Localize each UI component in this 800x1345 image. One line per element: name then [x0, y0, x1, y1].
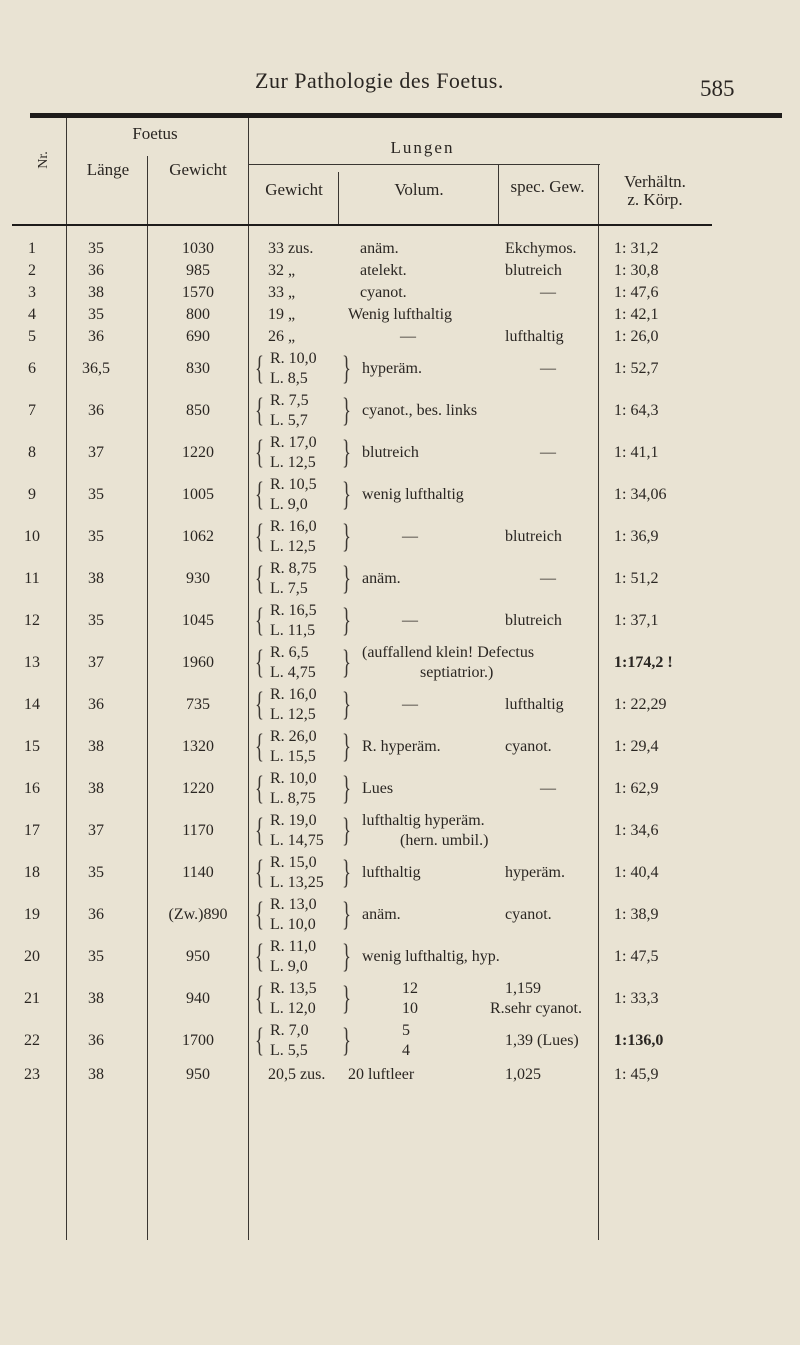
volum-note: 10: [402, 1000, 418, 1017]
page-header: [0, 68, 800, 102]
foetus-laenge: 35: [88, 864, 104, 881]
volum-brace: }: [342, 686, 351, 723]
lung-weight: 33 zus.: [268, 240, 314, 257]
foetus-gewicht: 1320: [182, 738, 214, 755]
foetus-laenge: 35: [88, 240, 104, 257]
verhaeltnis: 1: 64,3: [614, 402, 659, 419]
lung-brace: {: [255, 434, 264, 471]
volum-brace: }: [342, 434, 351, 471]
row-number: 23: [24, 1066, 40, 1083]
spec-gew: 1,39 (Lues): [505, 1032, 579, 1049]
row-number: 20: [24, 948, 40, 965]
volum: wenig lufthaltig, hyp.: [362, 948, 500, 965]
page-number: 585: [700, 76, 735, 101]
spec-gew: —: [540, 360, 556, 377]
foetus-gewicht: 1170: [182, 822, 214, 839]
lung-right: R. 26,0: [270, 728, 317, 745]
volum: Lues: [362, 780, 394, 797]
grid-line: [12, 224, 712, 226]
verhaeltnis: 1: 51,2: [614, 570, 659, 587]
col-header-koerp: z. Körp.: [627, 190, 683, 209]
lung-right: R. 6,5: [270, 644, 309, 661]
volum: 20 luftleer: [348, 1066, 415, 1083]
row-number: 21: [24, 990, 40, 1007]
foetus-gewicht: 1030: [182, 240, 214, 257]
foetus-laenge: 35: [88, 306, 104, 323]
foetus-gewicht: 1700: [182, 1032, 214, 1049]
lung-right: R. 10,0: [270, 350, 317, 367]
foetus-gewicht: 690: [186, 328, 210, 345]
spec-gew: lufthaltig: [505, 328, 564, 345]
foetus-laenge: 36: [88, 906, 104, 923]
foetus-laenge: 38: [88, 780, 104, 797]
foetus-laenge: 36: [88, 696, 104, 713]
volum-brace: }: [342, 812, 351, 849]
lung-right: R. 11,0: [270, 938, 317, 955]
foetus-laenge: 35: [88, 948, 104, 965]
foetus-gewicht: 1140: [182, 864, 214, 881]
lung-left: L. 7,5: [270, 580, 308, 597]
row-number: 16: [24, 780, 40, 797]
lung-right: R. 16,0: [270, 518, 317, 535]
foetus-gewicht: (Zw.)890: [168, 906, 228, 923]
lung-left: L. 12,5: [270, 706, 316, 723]
foetus-gewicht: 735: [186, 696, 210, 713]
lung-brace: {: [255, 518, 264, 555]
lung-right: R. 16,5: [270, 602, 317, 619]
volum-brace: }: [342, 350, 351, 387]
foetus-gewicht: 1960: [182, 654, 214, 671]
volum: —: [402, 612, 418, 629]
volum: wenig lufthaltig: [362, 486, 464, 503]
lung-brace: {: [255, 812, 264, 849]
row-number: 12: [24, 612, 40, 629]
foetus-laenge: 38: [88, 738, 104, 755]
volum-brace: }: [342, 1022, 351, 1059]
verhaeltnis: 1: 40,4: [614, 864, 659, 881]
lung-right: R. 8,75: [270, 560, 317, 577]
lung-brace: {: [255, 686, 264, 723]
foetus-gewicht: 1062: [182, 528, 214, 545]
foetus-laenge: 35: [88, 486, 104, 503]
volum-brace: }: [342, 518, 351, 555]
volum: Wenig lufthaltig: [348, 306, 453, 323]
lung-brace: {: [255, 392, 264, 429]
spec-gew: Ekchymos.: [505, 240, 577, 257]
foetus-gewicht: 1220: [182, 444, 214, 461]
grid-line: [248, 118, 249, 1240]
lung-brace: {: [255, 1022, 264, 1059]
foetus-gewicht: 850: [186, 402, 210, 419]
foetus-gewicht: 950: [186, 948, 210, 965]
foetus-laenge: 36: [88, 262, 104, 279]
verhaeltnis: 1: 34,6: [614, 822, 659, 839]
col-header-gewicht: Gewicht: [169, 160, 227, 179]
foetus-laenge: 36: [88, 328, 104, 345]
row-number: 1: [28, 240, 36, 257]
foetus-laenge: 38: [88, 570, 104, 587]
spec-gew: —: [540, 570, 556, 587]
lung-right: R. 7,0: [270, 1022, 309, 1039]
row-number: 17: [24, 822, 40, 839]
volum: anäm.: [362, 906, 401, 923]
foetus-laenge: 37: [88, 822, 104, 839]
volum: anäm.: [362, 570, 401, 587]
lung-right: R. 16,0: [270, 686, 317, 703]
volum-brace: }: [342, 476, 351, 513]
volum-note: (hern. umbil.): [400, 832, 489, 849]
foetus-laenge: 38: [88, 284, 104, 301]
spec-gew: cyanot.: [505, 906, 552, 923]
row-number: 2: [28, 262, 36, 279]
lung-left: L. 12,0: [270, 1000, 316, 1017]
col-header-lungen-gewicht: Gewicht: [265, 180, 323, 199]
row-number: 7: [28, 402, 36, 419]
spec-gew: —: [540, 780, 556, 797]
lung-left: L. 15,5: [270, 748, 316, 765]
volum-brace: }: [342, 896, 351, 933]
lung-left: L. 10,0: [270, 916, 316, 933]
verhaeltnis: 1: 47,5: [614, 948, 659, 965]
col-header-laenge: Länge: [86, 160, 130, 179]
volum-brace: }: [342, 728, 351, 765]
lung-brace: {: [255, 350, 264, 387]
spec-gew: blutreich: [505, 612, 562, 629]
verhaeltnis: 1: 33,3: [614, 990, 659, 1007]
volum: lufthaltig: [362, 864, 421, 881]
foetus-gewicht: 1005: [182, 486, 214, 503]
volum-brace: }: [342, 644, 351, 681]
lung-left: L. 5,7: [270, 412, 308, 429]
lung-weight: 32 „: [268, 262, 296, 279]
volum: anäm.: [360, 240, 399, 257]
foetus-gewicht: 1045: [182, 612, 214, 629]
lung-left: L. 14,75: [270, 832, 324, 849]
foetus-gewicht: 830: [186, 360, 210, 377]
lung-left: L. 12,5: [270, 538, 316, 555]
lung-left: L. 5,5: [270, 1042, 308, 1059]
col-header-lungen: Lungen: [390, 138, 455, 157]
col-header-verhaeltn: Verhältn.: [624, 172, 686, 191]
foetus-laenge: 36,5: [82, 360, 110, 377]
volum-brace: }: [342, 770, 351, 807]
row-number: 13: [24, 654, 40, 671]
foetus-laenge: 37: [88, 654, 104, 671]
volum-note: 4: [402, 1042, 410, 1059]
lung-brace: {: [255, 560, 264, 597]
volum: (auffallend klein! Defectus: [362, 644, 535, 661]
foetus-laenge: 38: [88, 990, 104, 1007]
lung-brace: {: [255, 602, 264, 639]
spec-gew: lufthaltig: [505, 696, 564, 713]
col-header-spec: spec. Gew.: [510, 177, 585, 196]
lung-left: L. 13,25: [270, 874, 324, 891]
lung-right: R. 17,0: [270, 434, 317, 451]
foetus-gewicht: 930: [186, 570, 210, 587]
lung-left: L. 11,5: [270, 622, 316, 639]
row-number: 9: [28, 486, 36, 503]
volum: —: [402, 528, 418, 545]
lung-weight: 20,5 zus.: [268, 1066, 326, 1083]
foetus-gewicht: 1220: [182, 780, 214, 797]
spec-gew: blutreich: [505, 262, 562, 279]
lung-right: R. 10,0: [270, 770, 317, 787]
row-number: 18: [24, 864, 40, 881]
row-number: 10: [24, 528, 40, 545]
spec-gew: 1,025: [505, 1066, 541, 1083]
foetus-gewicht: 1570: [182, 284, 214, 301]
volum: R. hyperäm.: [362, 738, 441, 755]
lung-brace: {: [255, 728, 264, 765]
volum-brace: }: [342, 560, 351, 597]
lung-right: R. 15,0: [270, 854, 317, 871]
lung-weight: 19 „: [268, 306, 296, 323]
row-number: 3: [28, 284, 36, 301]
verhaeltnis: 1: 52,7: [614, 360, 659, 377]
volum: cyanot.: [360, 284, 407, 301]
spec-gew: 1,159: [505, 980, 541, 997]
grid-line: [498, 164, 499, 224]
col-header-nr: Nr.: [36, 151, 51, 169]
lung-right: R. 13,5: [270, 980, 317, 997]
verhaeltnis: 1: 37,1: [614, 612, 659, 629]
row-number: 14: [24, 696, 40, 713]
foetus-laenge: 37: [88, 444, 104, 461]
grid-line: [598, 164, 599, 1240]
verhaeltnis: 1: 30,8: [614, 262, 659, 279]
volum: 12: [402, 980, 418, 997]
lung-right: R. 13,0: [270, 896, 317, 913]
lung-weight: 26 „: [268, 328, 296, 345]
grid-line: [248, 164, 600, 165]
verhaeltnis: 1: 38,9: [614, 906, 659, 923]
foetus-laenge: 36: [88, 402, 104, 419]
lung-brace: {: [255, 476, 264, 513]
lung-left: L. 12,5: [270, 454, 316, 471]
foetus-laenge: 36: [88, 1032, 104, 1049]
lung-brace: {: [255, 644, 264, 681]
foetus-laenge: 35: [88, 612, 104, 629]
lung-left: L. 9,0: [270, 496, 308, 513]
verhaeltnis: 1: 47,6: [614, 284, 659, 301]
volum: cyanot., bes. links: [362, 402, 478, 419]
spec-gew: cyanot.: [505, 738, 552, 755]
row-number: 11: [24, 570, 40, 587]
verhaeltnis: 1: 31,2: [614, 240, 659, 257]
top-rule: [30, 113, 782, 118]
spec-gew: —: [540, 444, 556, 461]
foetus-laenge: 38: [88, 1066, 104, 1083]
lung-brace: {: [255, 980, 264, 1017]
running-title: Zur Pathologie des Foetus.: [255, 68, 504, 93]
lung-brace: {: [255, 854, 264, 891]
verhaeltnis: 1: 26,0: [614, 328, 659, 345]
lung-right: R. 19,0: [270, 812, 317, 829]
spec-gew: hyperäm.: [505, 864, 565, 881]
lung-left: L. 9,0: [270, 958, 308, 975]
volum: 5: [402, 1022, 410, 1039]
verhaeltnis: 1: 45,9: [614, 1066, 659, 1083]
spec-gew: blutreich: [505, 528, 562, 545]
verhaeltnis: 1: 62,9: [614, 780, 659, 797]
verhaeltnis: 1: 41,1: [614, 444, 659, 461]
volum-brace: }: [342, 602, 351, 639]
volum-brace: }: [342, 938, 351, 975]
lung-brace: {: [255, 938, 264, 975]
volum-brace: }: [342, 980, 351, 1017]
volum: blutreich: [362, 444, 419, 461]
lung-left: L. 8,5: [270, 370, 308, 387]
row-number: 4: [28, 306, 36, 323]
foetus-gewicht: 985: [186, 262, 210, 279]
volum-note: septiatrior.): [420, 664, 494, 681]
verhaeltnis: 1: 36,9: [614, 528, 659, 545]
spec-gew-note: R.sehr cyanot.: [490, 1000, 582, 1017]
row-number: 6: [28, 360, 36, 377]
volum-brace: }: [342, 854, 351, 891]
foetus-gewicht: 950: [186, 1066, 210, 1083]
volum: atelekt.: [360, 262, 407, 279]
foetus-gewicht: 940: [186, 990, 210, 1007]
spec-gew: —: [540, 284, 556, 301]
verhaeltnis: 1: 34,06: [614, 486, 667, 503]
lung-brace: {: [255, 896, 264, 933]
row-number: 22: [24, 1032, 40, 1049]
lung-left: L. 4,75: [270, 664, 316, 681]
verhaeltnis: 1:174,2 !: [614, 654, 673, 671]
row-number: 15: [24, 738, 40, 755]
verhaeltnis: 1: 42,1: [614, 306, 659, 323]
volum: lufthaltig hyperäm.: [362, 812, 485, 829]
lung-left: L. 8,75: [270, 790, 316, 807]
row-number: 19: [24, 906, 40, 923]
lung-brace: {: [255, 770, 264, 807]
foetus-laenge: 35: [88, 528, 104, 545]
row-number: 5: [28, 328, 36, 345]
lung-weight: 33 „: [268, 284, 296, 301]
row-number: 8: [28, 444, 36, 461]
col-header-volum: Volum.: [394, 180, 444, 199]
volum: hyperäm.: [362, 360, 422, 377]
grid-line: [338, 172, 339, 224]
verhaeltnis: 1: 29,4: [614, 738, 659, 755]
verhaeltnis: 1: 22,29: [614, 696, 667, 713]
volum: —: [400, 328, 416, 345]
verhaeltnis: 1:136,0: [614, 1032, 664, 1049]
lung-right: R. 7,5: [270, 392, 309, 409]
col-header-foetus: Foetus: [132, 124, 178, 143]
volum-brace: }: [342, 392, 351, 429]
lung-right: R. 10,5: [270, 476, 317, 493]
foetus-gewicht: 800: [186, 306, 210, 323]
volum: —: [402, 696, 418, 713]
